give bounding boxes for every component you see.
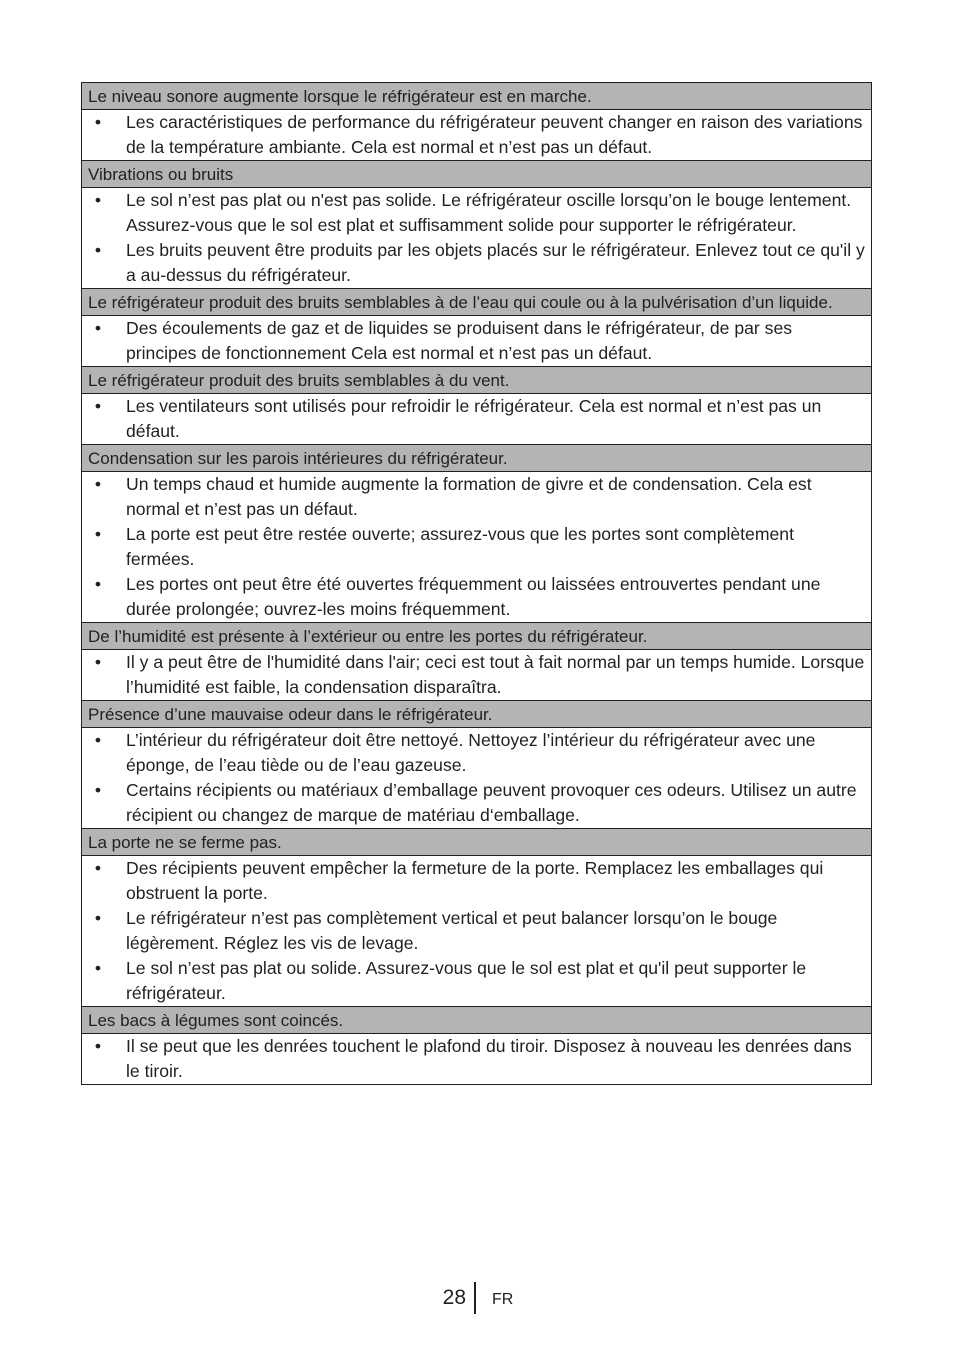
bullet-item <box>88 572 867 622</box>
bullet-dot: • <box>94 240 102 260</box>
page-number: 28 <box>442 1286 466 1309</box>
bullet-dot: • <box>94 958 102 978</box>
section-header: Le réfrigérateur produit des bruits semblables à de l’eau qui coule ou à la pulvérisation d’un liquide. <box>82 289 871 316</box>
bullet-dot: • <box>94 190 102 210</box>
section-body <box>82 650 871 701</box>
section-header: De l’humidité est présente à l’extérieur ou entre les portes du réfrigérateur. <box>82 623 871 650</box>
bullet-text: La porte est peut être restée ouverte; assurez-vous que les portes sont complètement fermées. <box>126 524 794 569</box>
bullet-dot: • <box>94 574 102 594</box>
bullet-text: Le sol n’est pas plat ou n'est pas solide. Le réfrigérateur oscille lorsqu’on le bouge lentement. Assurez-vous que le sol est plat et suffisamment solide pour supporter le réfrigérateur. <box>126 190 852 235</box>
bullet-item <box>88 856 867 906</box>
section-header: Vibrations ou bruits <box>82 161 871 188</box>
bullet-dot: • <box>94 780 102 800</box>
section-body <box>82 110 871 161</box>
bullet-item <box>88 110 867 160</box>
section-body <box>82 856 871 1007</box>
bullet-dot: • <box>94 730 102 750</box>
bullet-dot: • <box>94 396 102 416</box>
bullet-item <box>88 906 867 956</box>
footer-divider <box>474 1282 476 1314</box>
troubleshooting-table <box>81 82 872 1085</box>
bullet-item <box>88 728 867 778</box>
bullet-item <box>88 394 867 444</box>
bullet-item <box>88 522 867 572</box>
bullet-dot: • <box>94 318 102 338</box>
bullet-item <box>88 238 867 288</box>
section-body <box>82 1034 871 1084</box>
bullet-item <box>88 472 867 522</box>
bullet-dot: • <box>94 652 102 672</box>
language-code: FR <box>492 1291 514 1308</box>
bullet-text: Les ventilateurs sont utilisés pour refroidir le réfrigérateur. Cela est normal et n’est pas un défaut. <box>126 396 822 441</box>
section-body <box>82 394 871 445</box>
bullet-text: Des récipients peuvent empêcher la fermeture de la porte. Remplacez les emballages qui obstruent la porte. <box>126 858 824 903</box>
bullet-text: Les caractéristiques de performance du réfrigérateur peuvent changer en raison des variations de la température ambiante. Cela est normal et n’est pas un défaut. <box>126 112 863 157</box>
bullet-dot: • <box>94 474 102 494</box>
bullet-dot: • <box>94 908 102 928</box>
bullet-item <box>88 650 867 700</box>
bullet-text: Il se peut que les denrées touchent le plafond du tiroir. Disposez à nouveau les denrées dans le tiroir. <box>126 1036 852 1081</box>
bullet-dot: • <box>94 524 102 544</box>
bullet-text: Des écoulements de gaz et de liquides se produisent dans le réfrigérateur, de par ses principes de fonctionnement Cela est normal et n’est pas un défaut. <box>126 318 793 363</box>
bullet-item <box>88 778 867 828</box>
section-body <box>82 316 871 367</box>
page-footer <box>0 1282 954 1316</box>
bullet-item <box>88 1034 867 1084</box>
bullet-text: Il y a peut être de l'humidité dans l'air; ceci est tout à fait normal par un temps humide. Lorsque l’humidité est faible, la condensation disparaîtra. <box>126 652 865 697</box>
bullet-text: Les bruits peuvent être produits par les objets placés sur le réfrigérateur. Enlevez tout ce qu'il y a au-dessus du réfrigérateur. <box>126 240 865 285</box>
section-header: Les bacs à légumes sont coincés. <box>82 1007 871 1034</box>
bullet-text: Le sol n’est pas plat ou solide. Assurez-vous que le sol est plat et qu'il peut supporter le réfrigérateur. <box>126 958 807 1003</box>
bullet-text: Un temps chaud et humide augmente la formation de givre et de condensation. Cela est normal et n’est pas un défaut. <box>126 474 812 519</box>
bullet-dot: • <box>94 112 102 132</box>
bullet-dot: • <box>94 858 102 878</box>
bullet-text: Le réfrigérateur n’est pas complètement vertical et peut balancer lorsqu’on le bouge légèrement. Réglez les vis de levage. <box>126 908 778 953</box>
bullet-text: Certains récipients ou matériaux d’emballage peuvent provoquer ces odeurs. Utilisez un autre récipient ou changez de marque de matériau d‘emballage. <box>126 780 857 825</box>
bullet-dot: • <box>94 1036 102 1056</box>
section-body <box>82 472 871 623</box>
section-body <box>82 728 871 829</box>
section-header: Le niveau sonore augmente lorsque le réfrigérateur est en marche. <box>82 83 871 110</box>
section-header: Condensation sur les parois intérieures du réfrigérateur. <box>82 445 871 472</box>
section-header: La porte ne se ferme pas. <box>82 829 871 856</box>
bullet-item <box>88 316 867 366</box>
section-header: Le réfrigérateur produit des bruits semblables à du vent. <box>82 367 871 394</box>
bullet-text: Les portes ont peut être été ouvertes fréquemment ou laissées entrouvertes pendant une durée prolongée; ouvrez-les moins fréquemment. <box>126 574 821 619</box>
bullet-text: L’intérieur du réfrigérateur doit être nettoyé. Nettoyez l’intérieur du réfrigérateur avec une éponge, de l’eau tiède ou de l’eau gazeuse. <box>126 730 816 775</box>
bullet-item <box>88 188 867 238</box>
bullet-item <box>88 956 867 1006</box>
section-header: Présence d’une mauvaise odeur dans le réfrigérateur. <box>82 701 871 728</box>
section-body <box>82 188 871 289</box>
